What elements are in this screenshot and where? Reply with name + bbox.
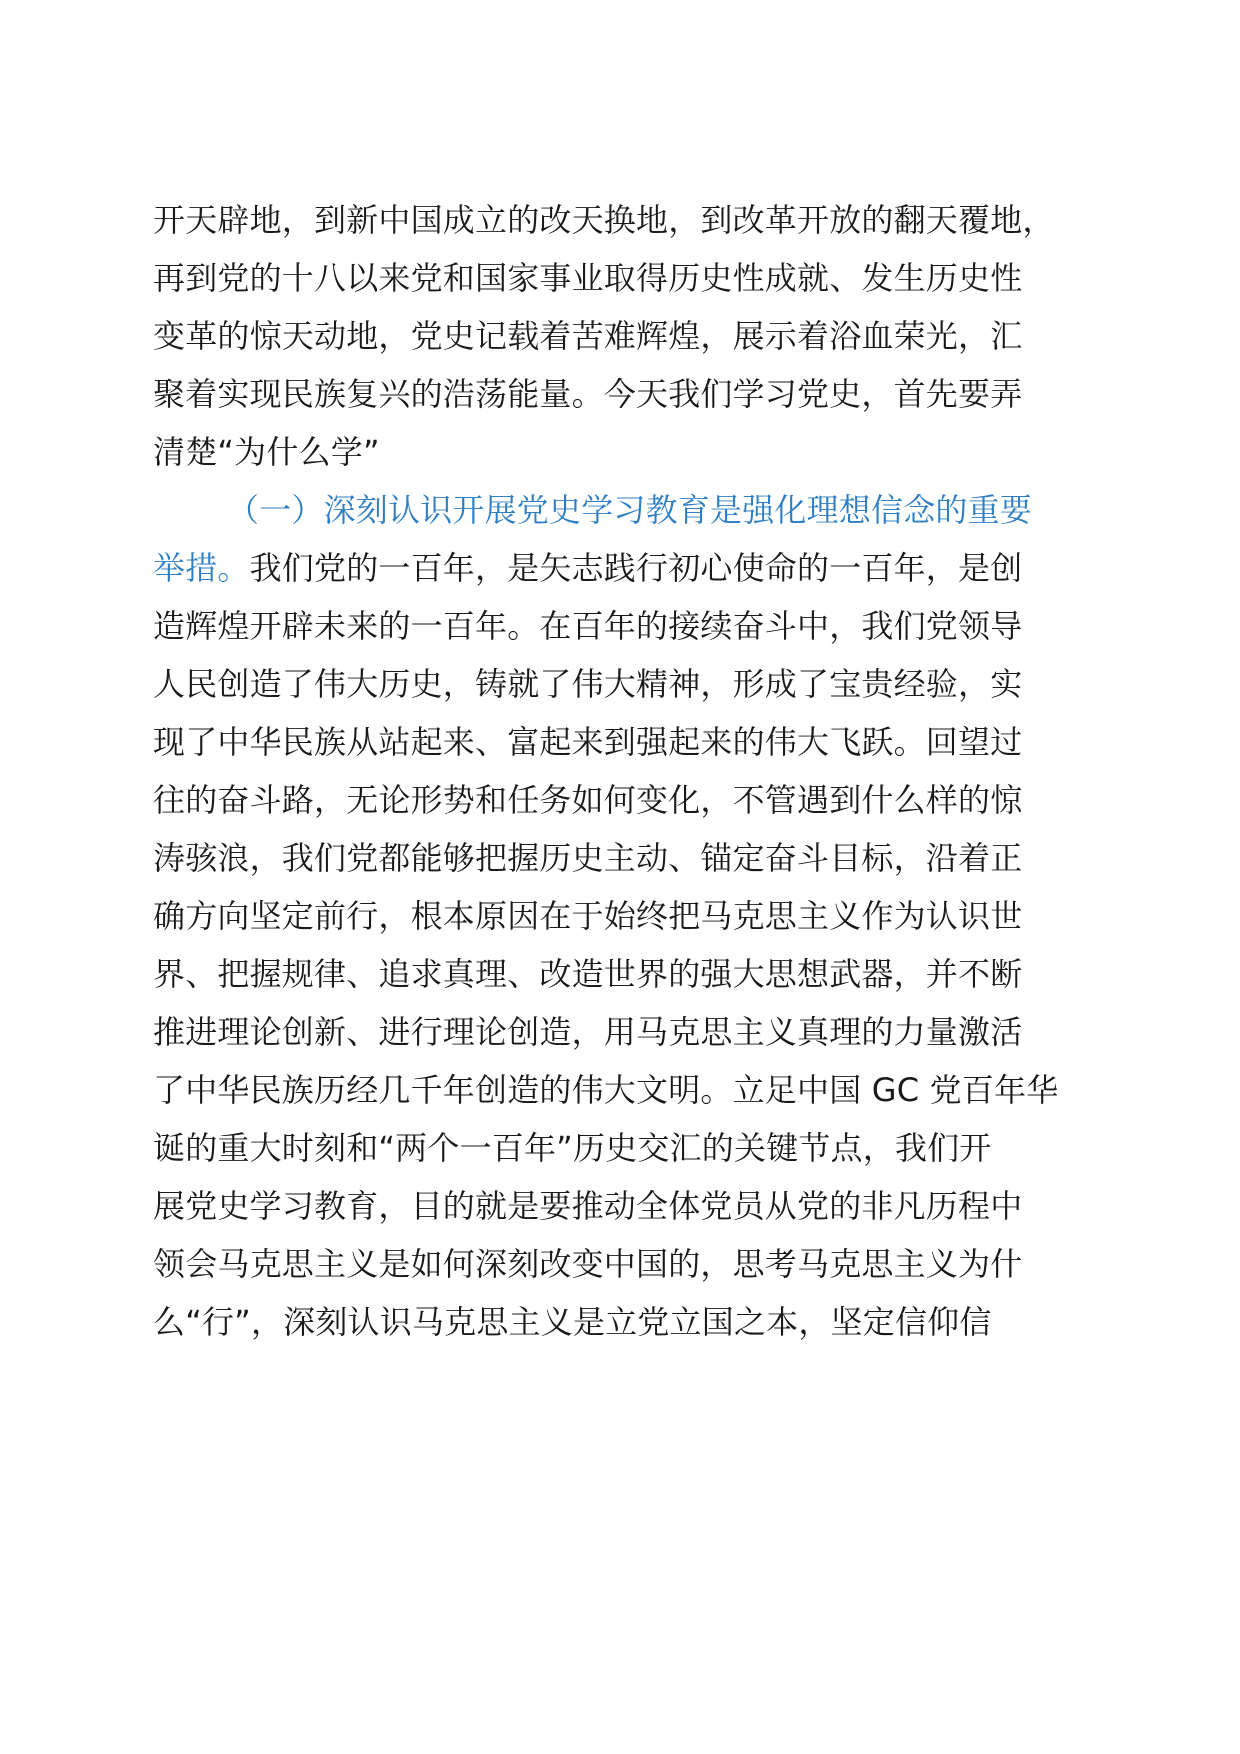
paragraph-1-line-2: 再到党的十八以来党和国家事业取得历史性成就、发生历史性: [153, 259, 1023, 297]
paragraph-2-line-12: 诞的重大时刻和“两个一百年”历史交汇的关键节点，我们开: [153, 1129, 992, 1167]
paragraph-2-line-7: 涛骇浪，我们党都能够把握历史主动、锚定奋斗目标，沿着正: [153, 839, 1023, 877]
section-heading-line-1: （一）深刻认识开展党史学习教育是强化理想信念的重要: [227, 491, 1033, 529]
paragraph-2-line-14: 领会马克思主义是如何深刻改变中国的，思考马克思主义为什: [153, 1245, 1023, 1283]
paragraph-2-line-3: 造辉煌开辟未来的一百年。在百年的接续奋斗中，我们党领导: [153, 607, 1023, 645]
paragraph-2-line-9: 界、把握规律、追求真理、改造世界的强大思想武器，并不断: [153, 955, 1023, 993]
paragraph-2-line-8: 确方向坚定前行，根本原因在于始终把马克思主义作为认识世: [153, 897, 1023, 935]
paragraph-2-line-15: 么“行”，深刻认识马克思主义是立党立国之本，坚定信仰信: [153, 1303, 992, 1341]
section-heading-line-2: 举措。: [153, 549, 250, 587]
paragraph-1-line-3: 变革的惊天动地，党史记载着苦难辉煌，展示着浴血荣光，汇: [153, 317, 1023, 355]
paragraph-2-line-4: 人民创造了伟大历史，铸就了伟大精神，形成了宝贵经验，实: [153, 665, 1023, 703]
paragraph-2-line-5: 现了中华民族从站起来、富起来到强起来的伟大飞跃。回望过: [153, 723, 1023, 761]
paragraph-2-line-2: [153, 536, 1022, 600]
paragraph-1-line-4: 聚着实现民族复兴的浩荡能量。今天我们学习党史，首先要弄: [153, 375, 1023, 413]
paragraph-2-line-2-text: 我们党的一百年，是矢志践行初心使命的一百年，是创: [249, 549, 1023, 587]
paragraph-1-line-1: 开天辟地，到新中国成立的改天换地，到改革开放的翻天覆地，: [153, 201, 1055, 239]
paragraph-2-line-13: 展党史学习教育，目的就是要推动全体党员从党的非凡历程中: [153, 1187, 1023, 1225]
paragraph-1-line-5: 清楚“为什么学”: [153, 433, 380, 471]
paragraph-2-line-10: 推进理论创新、进行理论创造，用马克思主义真理的力量激活: [153, 1013, 1023, 1051]
paragraph-2-line-11: 了中华民族历经几千年创造的伟大文明。立足中国 GC 党百年华: [153, 1071, 1059, 1109]
paragraph-2-line-6: 往的奋斗路，无论形势和任务如何变化，不管遇到什么样的惊: [153, 781, 1023, 819]
